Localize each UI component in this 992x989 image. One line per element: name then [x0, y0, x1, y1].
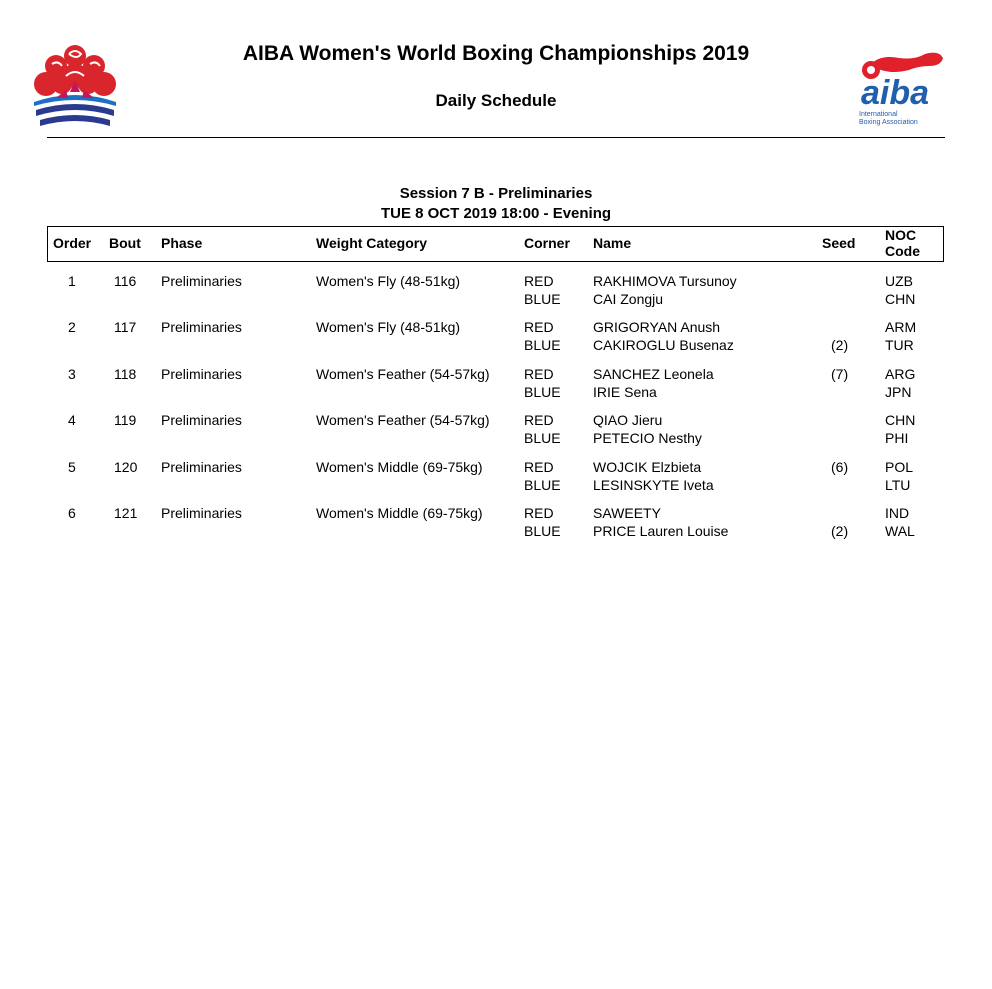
red-name: WOJCIK Elzbieta [593, 459, 702, 475]
col-phase: Phase [161, 235, 203, 251]
aiba-wordmark: aiba [860, 74, 930, 112]
document-title: AIBA Women's World Boxing Championships 2019 [242, 42, 750, 65]
cell-phase: Preliminaries [161, 505, 242, 521]
cell-bout: 117 [114, 319, 137, 335]
blue-name: CAI Zongju [593, 291, 664, 307]
header-divider [47, 137, 945, 138]
aiba-tagline-2: Boxing Association [859, 119, 918, 126]
cell-order: 6 [68, 505, 76, 521]
blue-noc: WAL [885, 523, 915, 539]
blue-corner: BLUE [524, 523, 561, 539]
col-corner: Corner [524, 235, 570, 251]
blue-corner: BLUE [524, 430, 561, 446]
blue-noc: CHN [885, 291, 916, 307]
blue-name: PRICE Lauren Louise [593, 523, 729, 539]
blue-noc: JPN [885, 384, 912, 400]
cell-phase: Preliminaries [161, 366, 242, 382]
blue-name: CAKIROGLU Busenaz [593, 337, 734, 353]
red-corner: RED [524, 366, 554, 382]
cell-bout: 120 [114, 459, 138, 475]
red-corner: RED [524, 459, 554, 475]
cell-order: 1 [68, 273, 76, 289]
cell-weight: Women's Feather (54-57kg) [316, 366, 490, 382]
blue-noc: PHI [885, 430, 909, 446]
red-name: GRIGORYAN Anush [593, 319, 721, 335]
cell-bout: 119 [114, 412, 137, 428]
col-noc-code [885, 227, 920, 259]
blue-corner: BLUE [524, 291, 561, 307]
session-datetime: TUE 8 OCT 2019 18:00 - Evening [380, 205, 612, 222]
cell-phase: Preliminaries [161, 459, 242, 475]
red-seed: (6) [831, 459, 849, 475]
cell-order: 5 [68, 459, 76, 475]
blue-corner: BLUE [524, 477, 561, 493]
red-noc: CHN [885, 412, 916, 428]
red-noc: ARM [885, 319, 917, 335]
blue-corner: BLUE [524, 384, 561, 400]
cell-bout: 116 [114, 273, 137, 289]
blue-name: IRIE Sena [593, 384, 657, 400]
cell-phase: Preliminaries [161, 319, 242, 335]
blue-corner: BLUE [524, 337, 561, 353]
cell-weight: Women's Fly (48-51kg) [316, 319, 461, 335]
red-name: SANCHEZ Leonela [593, 366, 714, 382]
blue-seed: (2) [831, 337, 849, 353]
col-seed: Seed [822, 235, 856, 251]
cell-order: 2 [68, 319, 76, 335]
cell-weight: Women's Feather (54-57kg) [316, 412, 490, 428]
session-title: Session 7 B - Preliminaries [399, 185, 593, 202]
red-corner: RED [524, 412, 554, 428]
red-noc: POL [885, 459, 914, 475]
document-subtitle: Daily Schedule [435, 91, 557, 110]
col-weight-category: Weight Category [316, 235, 427, 251]
red-seed: (7) [831, 366, 849, 382]
col-noc-line2: Code [885, 243, 920, 259]
col-bout: Bout [109, 235, 141, 251]
aiba-logo-icon [849, 48, 947, 128]
blue-noc: LTU [885, 477, 911, 493]
red-corner: RED [524, 505, 554, 521]
blue-name: LESINSKYTE Iveta [593, 477, 714, 493]
cell-weight: Women's Middle (69-75kg) [316, 505, 483, 521]
col-noc-line1: NOC [885, 227, 917, 243]
cell-bout: 121 [114, 505, 138, 521]
red-name: QIAO Jieru [593, 412, 663, 428]
cell-order: 4 [68, 412, 76, 428]
cell-bout: 118 [114, 366, 137, 382]
cell-weight: Women's Fly (48-51kg) [316, 273, 461, 289]
col-order: Order [53, 235, 92, 251]
red-noc: IND [885, 505, 910, 521]
red-name: SAWEETY [593, 505, 661, 521]
red-name: RAKHIMOVA Tursunoy [593, 273, 737, 289]
col-name: Name [593, 235, 632, 251]
cell-phase: Preliminaries [161, 273, 242, 289]
cell-order: 3 [68, 366, 76, 382]
red-noc: UZB [885, 273, 913, 289]
aiba-tagline-1: International [859, 111, 898, 118]
red-corner: RED [524, 273, 554, 289]
cell-weight: Women's Middle (69-75kg) [316, 459, 483, 475]
cell-phase: Preliminaries [161, 412, 242, 428]
blue-seed: (2) [831, 523, 849, 539]
blue-name: PETECIO Nesthy [593, 430, 702, 446]
red-noc: ARG [885, 366, 916, 382]
red-corner: RED [524, 319, 554, 335]
blue-noc: TUR [885, 337, 914, 353]
